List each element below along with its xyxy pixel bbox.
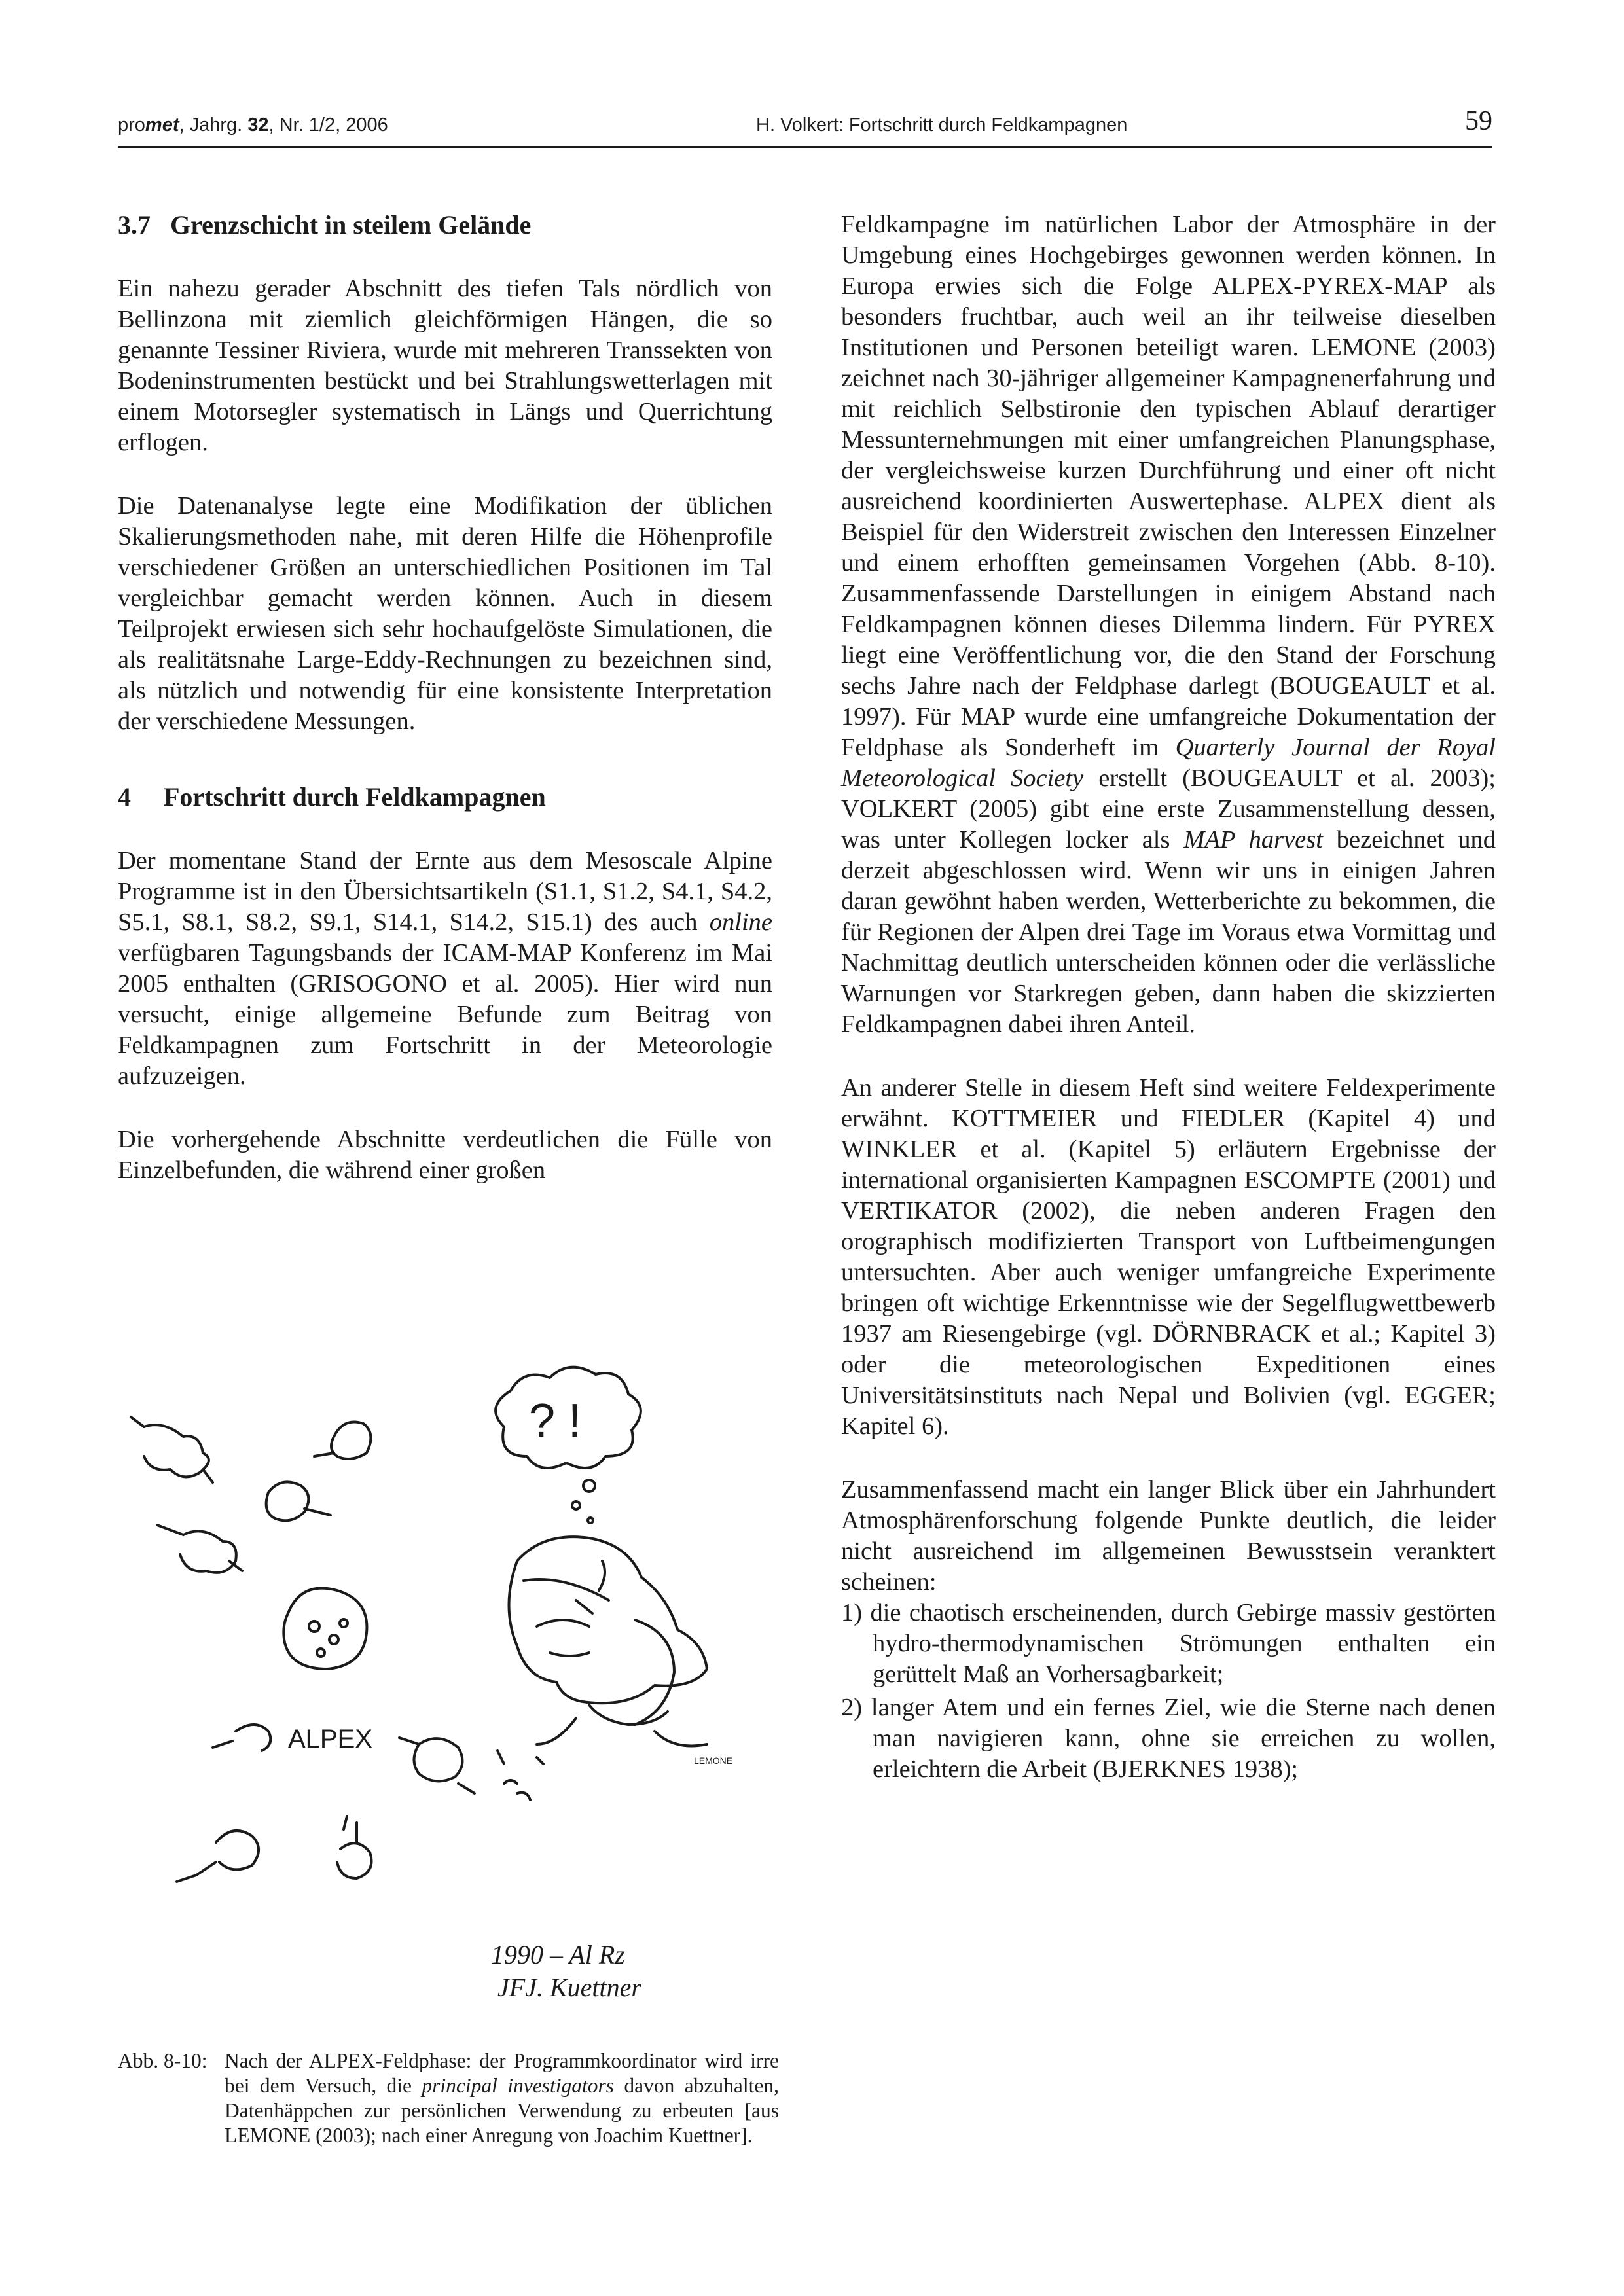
journal-citation: promet, Jahrg. 32, Nr. 1/2, 2006 bbox=[118, 115, 388, 135]
figure-caption bbox=[118, 2049, 779, 2148]
paragraph: Zusammenfassend macht ein langer Blick über ein Jahrhundert Atmosphärenforschung folgende Punkte deutlich, die leider nicht ausreichend im allgemeinen Bewusstsein veranktert scheinen: bbox=[841, 1476, 1496, 1596]
paragraph: Der momentane Stand der Ernte aus dem Mesoscale Alpine Programme ist in den Übersichtsartikeln (S1.1, S1.2, S4.1, S4.2, S5.1, S8.1, S8.2, S9.1, S14.1, S14.2, S15.1) des auch online verfügbaren Tagungsbands der ICAM-MAP Konferenz im Mai 2005 enthalten (GRISOGONO et al. 2005). Hier wird nun versucht, einige allgemeine Befunde zum Beitrag von Feldkampagnen zum Fortschritt in der Meteorologie aufzuzeigen. bbox=[118, 847, 772, 1090]
cartoon-figure bbox=[118, 1365, 772, 2042]
page-number: 59 bbox=[1465, 106, 1492, 136]
alpex-cartoon-drawing bbox=[118, 1365, 772, 2042]
running-header bbox=[118, 101, 1492, 148]
conclusion-list bbox=[841, 1598, 1496, 1785]
paragraph: Die Datenanalyse legte eine Modifikation der üblichen Skalierungsmethoden nahe, mit deren Hilfe die Höhenprofile verschiedener Größen an unterschiedlichen Positionen im Tal vergleichbar gemacht werden können. Auch in diesem Teilprojekt erwiesen sich sehr hochaufgelöste Simulationen, die als realitätsnahe Large-Eddy-Rechnungen zu bezeichnen sind, als nützlich und notwendig für eine konsistente Interpretation der verschiedene Messungen. bbox=[118, 492, 772, 735]
caption-label: Abb. 8-10: bbox=[118, 2049, 208, 2072]
right-column bbox=[841, 209, 1496, 1787]
paragraph: An anderer Stelle in diesem Heft sind weitere Feldexperimente erwähnt. KOTTMEIER und FIEDLER (Kapitel 4) und WINKLER et al. (Kapitel 5) erläutern Ergebnisse der international organisierten Kampagnen ESCOMPTE (2001) und VERTIKATOR (2002), die neben anderen Fragen den orographisch modifizierten Transport von Luftbeimengungen untersuchten. Aber auch weniger umfangreiche Experimente bringen oft wichtige Erkenntnisse wie der Segelflugwettbewerb 1937 am Riesengebirge (vgl. DÖRNBRACK et al.; Kapitel 3) oder die meteorologischen Expeditionen eines Universitätsinstituts nach Nepal und Bolivien (vgl. EGGER; Kapitel 6). bbox=[841, 1074, 1496, 1440]
alpex-label: ALPEX bbox=[288, 1725, 372, 1753]
left-column bbox=[118, 209, 772, 1219]
central-creature bbox=[283, 1588, 367, 1669]
bubble-label: ? ! bbox=[529, 1395, 582, 1447]
signature-line-2: JFJ. Kuettner bbox=[497, 1973, 641, 2002]
section-heading-4: 4 Fortschritt durch Feldkampagnen bbox=[118, 782, 546, 812]
coordinator-figure bbox=[509, 1537, 708, 1703]
paragraph: Feldkampagne im natürlichen Labor der Atmosphäre in der Umgebung eines Hochgebirges gewonnen werden können. In Europa erwies sich die Folge ALPEX-PYREX-MAP als besonders fruchtbar, auch weil an ihr teilweise dieselben Institutionen und Personen beteiligt waren. LEMONE (2003) zeichnet nach 30-jähriger allgemeiner Kampagnenerfahrung und mit reichlich Selbstironie den typischen Ablauf derartiger Messunternehmungen mit einer umfangreichen Planungsphase, der vergleichsweise kurzen Durchführung und einer oft nicht ausreichend koordinierten Auswertephase. ALPEX dient als Beispiel für den Widerstreit zwischen den Interessen Einzelner und einem erhofften gemeinsamen Vorgehen (Abb. 8-10). Zusammenfassende Darstellungen in einigem Abstand nach Feldkampagnen können dieses Dilemma lindern. Für PYREX liegt eine Veröffentlichung vor, die den Stand der Forschung sechs Jahre nach der Feldphase darlegt (BOUGEAULT et al. 1997). Für MAP wurde eine umfangreiche Dokumentation der Feldphase als Sonderheft im Quarterly Journal der Royal Meteorological Society erstellt (BOUGEAULT et al. 2003); VOLKERT (2005) gibt eine erste Zusammenstellung dessen, was unter Kollegen locker als MAP harvest bezeichnet und derzeit abgeschlossen wird. Wenn wir uns in einigen Jahren daran gewöhnt haben werden, Wetterberichte zu bekommen, die für Regionen der Alpen drei Tage im Voraus etwa Vormittag und Nachmittag deutlich unterscheiden können oder die verlässliche Warnungen vor Starkregen geben, dann haben die skizzierten Feldkampagnen dabei ihren Anteil. bbox=[841, 211, 1496, 1038]
caption-text: Nach der ALPEX-Feldphase: der Programmkoordinator wird irre bei dem Versuch, die principal investigators davon abzuhalten, Datenhäppchen zur persönlichen Verwendung zu erbeuten [aus LEMONE (2003); nach einer Anregung von Joachim Kuettner]. bbox=[225, 2049, 779, 2147]
section-heading-3-7: 3.7 Grenzschicht in steilem Gelände bbox=[118, 210, 532, 240]
signature-line-1: 1990 – Al Rz bbox=[491, 1940, 625, 1969]
paragraph: Die vorhergehende Abschnitte verdeutlichen die Fülle von Einzelbefunden, die während einer großen bbox=[118, 1126, 772, 1184]
list-item: 1) die chaotisch erscheinenden, durch Gebirge massiv gestörten hydro-thermodynamischen Strömungen enthalten ein gerüttelt Maß an Vorhersagbarkeit; bbox=[841, 1599, 1496, 1688]
paragraph: Ein nahezu gerader Abschnitt des tiefen Tals nördlich von Bellinzona mit ziemlich gleichförmigen Hängen, die so genannte Tessiner Riviera, wurde mit mehreren Transsekten von Bodeninstrumenten bestückt und bei Strahlungswetterlagen mit einem Motorsegler systematisch in Längs und Querrichtung erflogen. bbox=[118, 275, 772, 456]
running-title: H. Volkert: Fortschritt durch Feldkampagnen bbox=[756, 115, 1128, 135]
artist-signature: LEMONE bbox=[694, 1755, 733, 1766]
investigator-creatures bbox=[131, 1417, 543, 1882]
list-item: 2) langer Atem und ein fernes Ziel, wie die Sterne nach denen man navigieren kann, ohne sie erreichen zu wollen, erleichtern die Arbeit (BJERKNES 1938); bbox=[841, 1694, 1496, 1783]
